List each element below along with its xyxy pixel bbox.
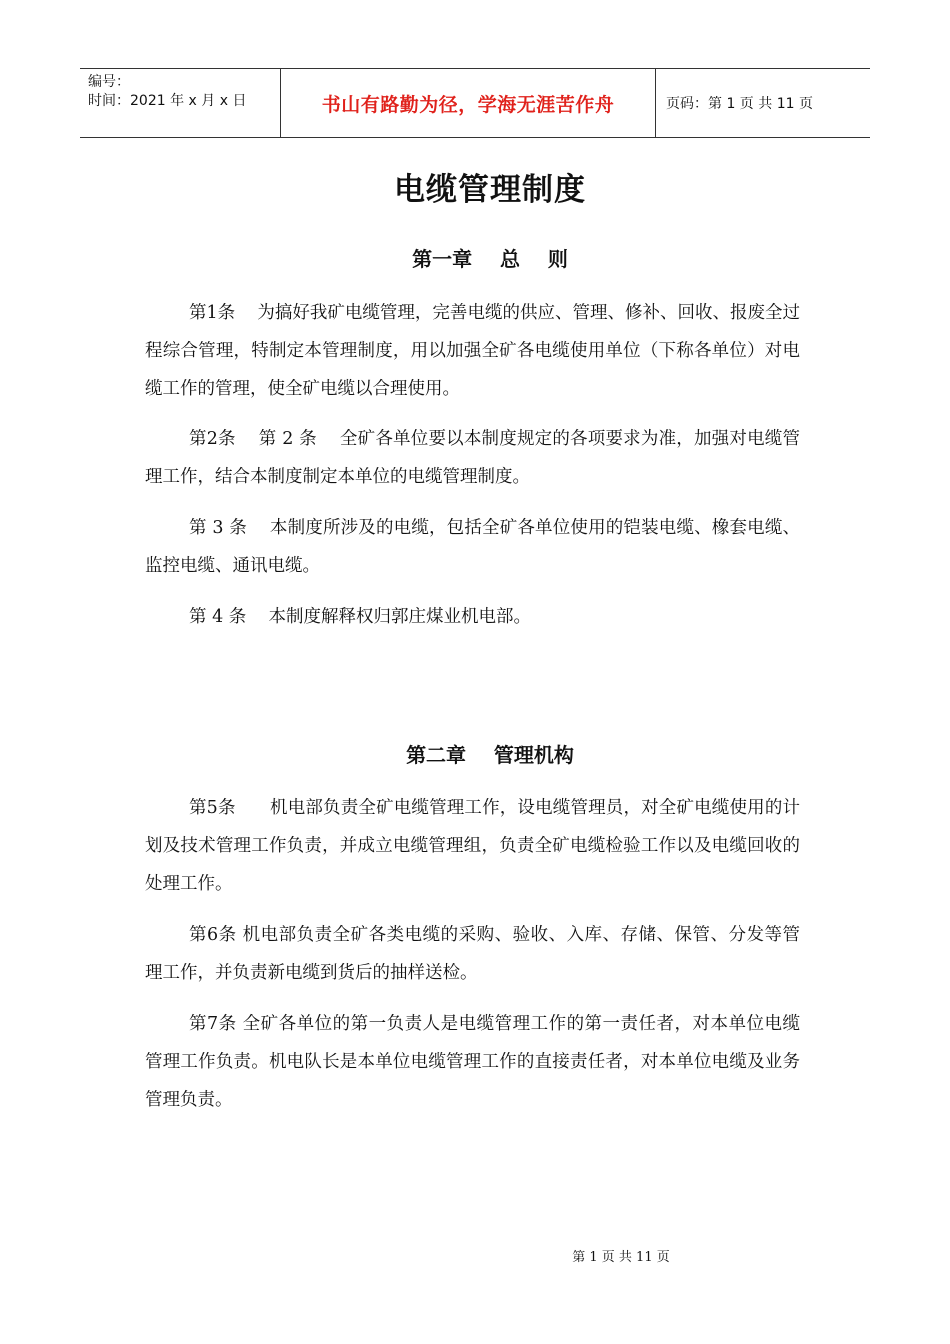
document-number-label: 编号： — [88, 74, 130, 90]
article-paragraph: 第 3 条 本制度所涉及的电缆，包括全矿各单位使用的铠装电缆、橡套电缆、监控电缆、通讯电缆。 — [145, 518, 800, 576]
article-paragraph: 第2条 第 2 条 全矿各单位要以本制度规定的各项要求为准，加强对电缆管理工作，结合本制度制定本单位的电缆管理制度。 — [145, 429, 800, 487]
header-meta — [80, 69, 280, 137]
page-footer-number: 第 1 页 共 11 页 — [572, 1250, 670, 1265]
article-paragraph: 第7条 全矿各单位的第一负责人是电缆管理工作的第一责任者，对本单位电缆管理工作负责。机电队长是本单位电缆管理工作的直接责任者，对本单位电缆及业务管理负责。 — [145, 1014, 800, 1110]
header-page-info: 页码：第 1 页 共 11 页 — [666, 96, 813, 112]
article-paragraph: 第6条 机电部负责全矿各类电缆的采购、验收、入库、存储、保管、分发等管理工作，并负责新电缆到货后的抽样送检。 — [145, 925, 800, 983]
article-paragraph: 第5条 机电部负责全矿电缆管理工作，设电缆管理员，对全矿电缆使用的计划及技术管理工作负责，并成立电缆管理组，负责全矿电缆检验工作以及电缆回收的处理工作。 — [145, 798, 800, 894]
page-header — [80, 68, 870, 138]
article-paragraph: 第 4 条 本制度解释权归郭庄煤业机电部。 — [189, 607, 532, 627]
chapter-heading: 第一章 总 则 — [412, 247, 568, 271]
header-motto: 书山有路勤为径，学海无涯苦作舟 — [280, 69, 656, 137]
chapter-heading: 第二章 管理机构 — [406, 743, 574, 767]
document-time-label: 时间：2021 年 x 月 x 日 — [88, 93, 247, 109]
article-paragraph: 第1条 为搞好我矿电缆管理，完善电缆的供应、管理、修补、回收、报废全过程综合管理，特制定本管理制度，用以加强全矿各电缆使用单位（下称各单位）对电缆工作的管理，使全矿电缆以合理使用。 — [145, 303, 800, 399]
document-title: 电缆管理制度 — [394, 172, 586, 208]
